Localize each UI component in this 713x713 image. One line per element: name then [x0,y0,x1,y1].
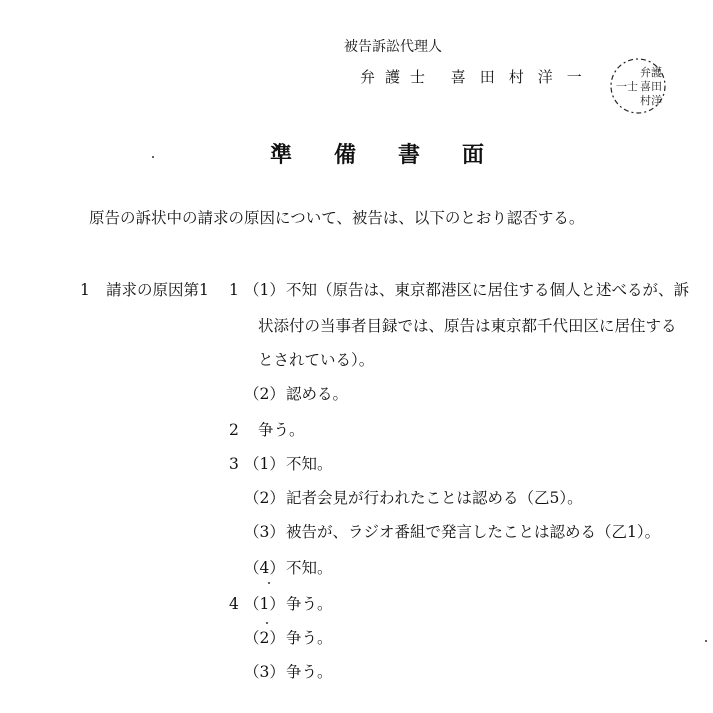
seal-text-3: 村洋 [640,94,662,107]
item-number: 1 [229,281,239,299]
item-number: 2 [229,421,239,439]
lawyer-name: 喜田村洋一 [450,68,596,86]
title-char: 面 [462,142,485,168]
seal-text-1: 弁護 [640,66,662,79]
section-number: 1 [80,281,90,299]
sub-item-number: （2） [244,629,285,647]
sub-item-number: （4） [244,559,285,577]
item-text: 争う。 [258,421,305,439]
item-text: 不知（原告は、東京都港区に居住する個人と述べるが、訴 [286,281,690,299]
sub-item-number: （2） [244,385,285,403]
item-text: 不知。 [286,455,333,473]
item-text: 争う。 [286,595,333,613]
lawyer-signature-line [360,66,596,87]
item-text: 争う。 [286,663,333,681]
item-text: とされている）。 [258,351,375,369]
item-text: 認める。 [286,385,349,403]
counsel-title: 被告訴訟代理人 [344,39,442,55]
item-text: 被告が、ラジオ番組で発言したことは認める（乙1）。 [286,523,661,541]
intro-paragraph: 原告の訴状中の請求の原因について、被告は、以下のとおり認否する。 [89,209,585,227]
scan-speck [705,640,707,642]
lawyer-role: 弁護士 [360,68,436,86]
item-number: 4 [229,595,239,613]
item-text: 記者会見が行われたことは認める（乙5）。 [286,489,583,507]
title-char: 備 [334,142,357,168]
sub-item-number: （1） [244,595,285,613]
title-char: 準 [270,142,293,168]
scan-speck [152,156,154,158]
item-text: 争う。 [286,629,333,647]
item-text: 不知。 [286,559,333,577]
item-number: 3 [229,455,239,473]
item-text: 状添付の当事者目録では、原告は東京都千代田区に居住する [258,317,677,335]
sub-item-number: （1） [244,455,285,473]
title-char: 書 [398,142,421,168]
section-label: 請求の原因第1 [106,281,209,299]
sub-item-number: （3） [244,523,285,541]
sub-item-number: （2） [244,489,285,507]
sub-item-number: （3） [244,663,285,681]
sub-item-number: （1） [244,281,285,299]
scan-speck [266,622,268,624]
scan-speck [268,582,270,584]
seal-text-4: 一士 [616,80,638,93]
document-title [270,138,484,169]
lawyer-seal-stamp [606,54,670,118]
seal-text-2: 喜田 [640,80,662,93]
